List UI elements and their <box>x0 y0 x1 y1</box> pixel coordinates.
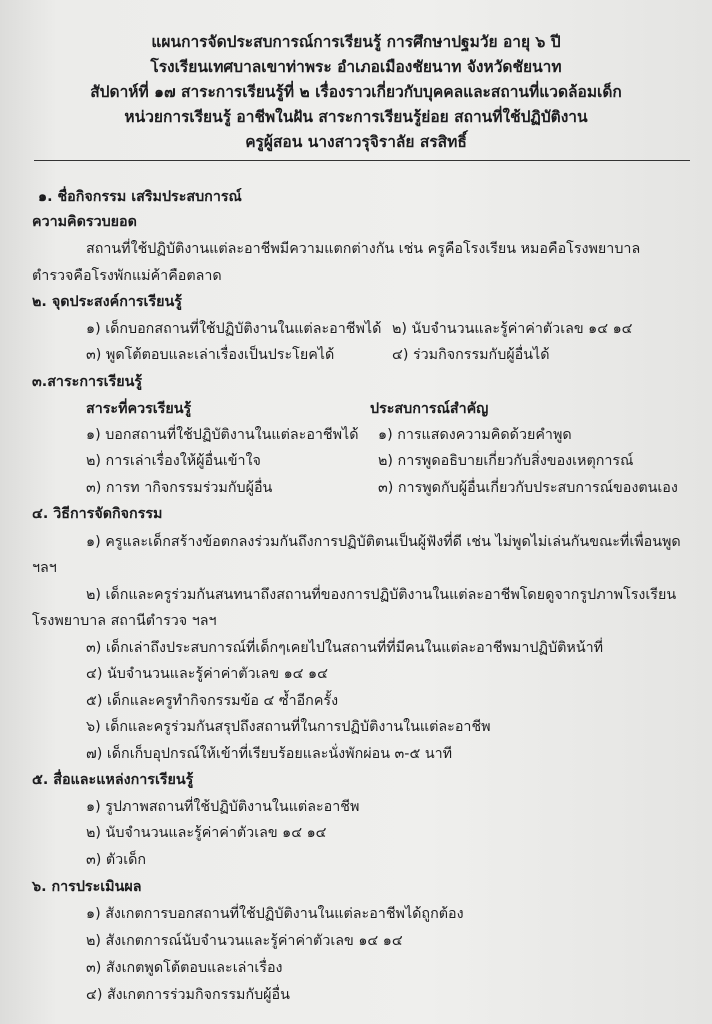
content-item-2: ๒) การเล่าเรื่องให้ผู้อื่นเข้าใจ <box>86 453 261 469</box>
section-5-title: ๕. สื่อและแหล่งการเรียนรู้ <box>32 772 194 788</box>
media-item-3: ๓) ตัวเด็ก <box>86 852 147 868</box>
header-teacher: ครูผู้สอน นางสาวรุจิราลัย สรสิทธิ์ <box>245 133 467 151</box>
evaluation-item-2: ๒) สังเกตการณ์นับจำนวนและรู้ค่าค่าตัวเลข ๑๔ ๑๔ <box>86 933 403 949</box>
evaluation-item-1: ๑) สังเกตการบอกสถานที่ใช้ปฏิบัติงานในแต่ละอาชีพได้ถูกต้อง <box>86 906 464 922</box>
activity-step-3: ๓) เด็กเล่าถึงประสบการณ์ที่เด็กๆเคยไปในสถานที่ที่มีคนในแต่ละอาชีพมาปฏิบัติหน้าที่ <box>86 640 604 656</box>
activity-step-2-line-2: โรงพยาบาล สถานีตำรวจ ฯลฯ <box>32 613 217 629</box>
section-6-title: ๖. การประเมินผล <box>32 879 142 895</box>
experience-item-1: ๑) การแสดงความคิดด้วยคำพูด <box>378 427 572 443</box>
header-week: สัปดาห์ที่ ๑๗ สาระการเรียนรู้ที่ ๒ เรื่องราวเกี่ยวกับบุคคลและสถานที่แวดล้อมเด็ก <box>90 83 622 101</box>
content-item-1: ๑) บอกสถานที่ใช้ปฏิบัติงานในแต่ละอาชีพได้ <box>86 427 359 443</box>
evaluation-item-4: ๔) สังเกตการร่วมกิจกรรมกับผู้อื่น <box>86 987 290 1003</box>
objective-4: ๔) ร่วมกิจกรรมกับผู้อื่นได้ <box>392 347 550 363</box>
content-item-3: ๓) การท ากิจกรรมร่วมกับผู้อื่น <box>86 480 273 496</box>
section-4-title: ๔. วิธีการจัดกิจกรรม <box>32 506 163 522</box>
objective-1: ๑) เด็กบอกสถานที่ใช้ปฏิบัติงานในแต่ละอาชีพได้ <box>86 321 382 337</box>
concept-text-line-1: สถานที่ใช้ปฏิบัติงานแต่ละอาชีพมีความแตกต่างกัน เช่น ครูคือโรงเรียน หมอคือโรงพยาบาล <box>86 241 641 257</box>
experience-item-3: ๓) การพูดกับผู้อื่นเกี่ยวกับประสบการณ์ของตนเอง <box>378 480 678 496</box>
evaluation-item-3: ๓) สังเกตพูดโต้ตอบและเล่าเรื่อง <box>86 960 283 976</box>
document-header <box>0 30 712 155</box>
section-3-title: ๓.สาระการเรียนรู้ <box>32 374 143 390</box>
section-1-title: ๑. ชื่อกิจกรรม เสริมประสบการณ์ <box>38 189 242 205</box>
activity-step-5: ๕) เด็กและครูทำกิจกรรมข้อ ๔ ซ้ำอีกครั้ง <box>86 693 339 709</box>
content-column-heading: สาระที่ควรเรียนรู้ <box>86 401 192 417</box>
concept-text-line-2: ตำรวจคือโรงพักแม่ค้าคือตลาด <box>32 268 222 284</box>
header-school: โรงเรียนเทศบาลเขาท่าพระ อำเภอเมืองชัยนาท จังหวัดชัยนาท <box>150 58 562 76</box>
section-2-title: ๒. จุดประสงค์การเรียนรู้ <box>32 294 182 310</box>
objective-2: ๒) นับจำนวนและรู้ค่าค่าตัวเลข ๑๔ ๑๔ <box>392 321 633 337</box>
activity-step-1-line-1: ๑) ครูและเด็กสร้างข้อตกลงร่วมกันถึงการปฏิบัติตนเป็นผู้ฟังที่ดี เช่น ไม่พูดไม่เล่นกันขณะที่เพื่อนพูด <box>86 534 681 550</box>
header-divider <box>34 160 690 161</box>
media-item-2: ๒) นับจำนวนและรู้ค่าค่าตัวเลข ๑๔ ๑๔ <box>86 825 327 841</box>
activity-step-6: ๖) เด็กและครูร่วมกันสรุปถึงสถานที่ในการปฏิบัติงานในแต่ละอาชีพ <box>86 719 491 735</box>
objective-3: ๓) พูดโต้ตอบและเล่าเรื่องเป็นประโยคได้ <box>86 347 335 363</box>
media-item-1: ๑) รูปภาพสถานที่ใช้ปฏิบัติงานในแต่ละอาชีพ <box>86 799 360 815</box>
experience-column-heading: ประสบการณ์สำคัญ <box>370 401 489 417</box>
experience-item-2: ๒) การพูดอธิบายเกี่ยวกับสิ่งของเหตุการณ์ <box>378 453 634 469</box>
activity-step-2-line-1: ๒) เด็กและครูร่วมกันสนทนาถึงสถานที่ของการปฏิบัติงานในแต่ละอาชีพโดยดูจากรูปภาพโรงเรียน <box>86 587 677 603</box>
activity-step-4: ๔) นับจำนวนและรู้ค่าค่าตัวเลข ๑๔ ๑๔ <box>86 666 328 682</box>
concept-heading: ความคิดรวบยอด <box>32 214 137 230</box>
header-plan-title: แผนการจัดประสบการณ์การเรียนรู้ การศึกษาปฐมวัย อายุ ๖ ปี <box>151 33 561 51</box>
header-unit: หน่วยการเรียนรู้ อาชีพในฝัน สาระการเรียนรู้ย่อย สถานที่ใช้ปฏิบัติงาน <box>124 108 588 126</box>
activity-step-7: ๗) เด็กเก็บอุปกรณ์ให้เข้าที่เรียบร้อยและนั่งพักผ่อน ๓-๕ นาที <box>86 746 453 762</box>
activity-step-1-line-2: ฯลฯ <box>32 560 57 576</box>
